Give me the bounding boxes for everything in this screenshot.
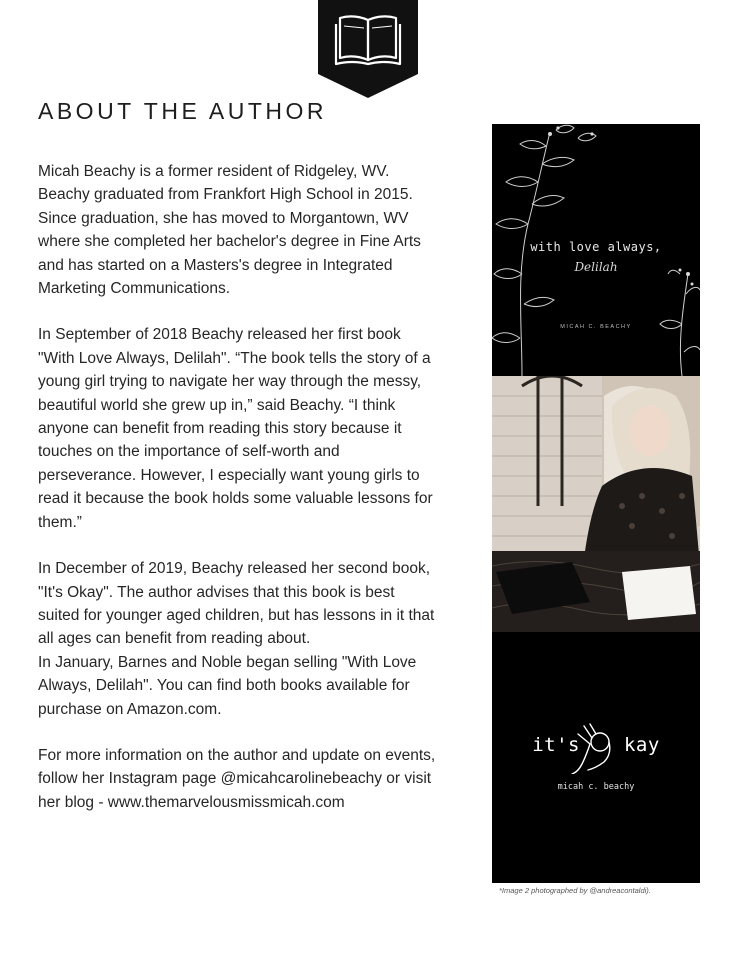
book-cover-its-okay	[492, 632, 700, 883]
page-title: ABOUT THE AUTHOR	[38, 98, 328, 124]
author-photo	[492, 376, 700, 632]
header-ribbon	[318, 0, 418, 98]
paragraph-second-book: In December of 2019, Beachy released her second book, "It's Okay". The author advises that this book is best suited for younger aged children, but has lessons in it that all ages can benefit from reading about.	[38, 560, 435, 648]
paragraph-contact: For more information on the author and update on events, follow her Instagram page @micahcarolinebeachy or visit her blog - www.themarvelousmissmicah.com	[38, 746, 436, 811]
paragraph-bio: Micah Beachy is a former resident of Ridgeley, WV. Beachy graduated from Frankfort High School in 2015. Since graduation, she has moved to Morgantown, WV where she completed her bachelor's degree in Fine Arts and has started on a Masters's degree in Integrated Marketing Communications.	[38, 163, 421, 298]
book1-author: MICAH C. BEACHY	[560, 324, 632, 330]
book-cover-delilah	[492, 124, 700, 376]
book1-title: with love always,	[530, 240, 662, 254]
book2-title-left: it's	[532, 734, 580, 756]
paragraph-first-book: In September of 2018 Beachy released her first book "With Love Always, Delilah". “The book tells the story of a young girl trying to navigate her way through the messy, beautiful world she grew up in,” said Beachy. “I think anyone can benefit from reading this story because it touches on the importance of self-worth and perseverance. However, I especially want young girls to read it because the book holds some valuable lessons for them.”	[38, 326, 433, 531]
paragraph-barnes-noble: In January, Barnes and Noble began selling "With Love Always, Delilah". You can find both books available for purchase on Amazon.com.	[38, 653, 417, 718]
ribbon-shape	[318, 0, 418, 98]
article-body	[38, 160, 438, 814]
book2-author: micah c. beachy	[557, 782, 635, 792]
book2-title-right: kay	[623, 734, 660, 756]
ok-hand-icon	[570, 720, 618, 774]
book1-subtitle: Delilah	[574, 260, 618, 274]
author-photo-illustration	[492, 376, 700, 632]
photo-credit: *Image 2 photographed by @andreacontaldi).	[499, 886, 651, 895]
